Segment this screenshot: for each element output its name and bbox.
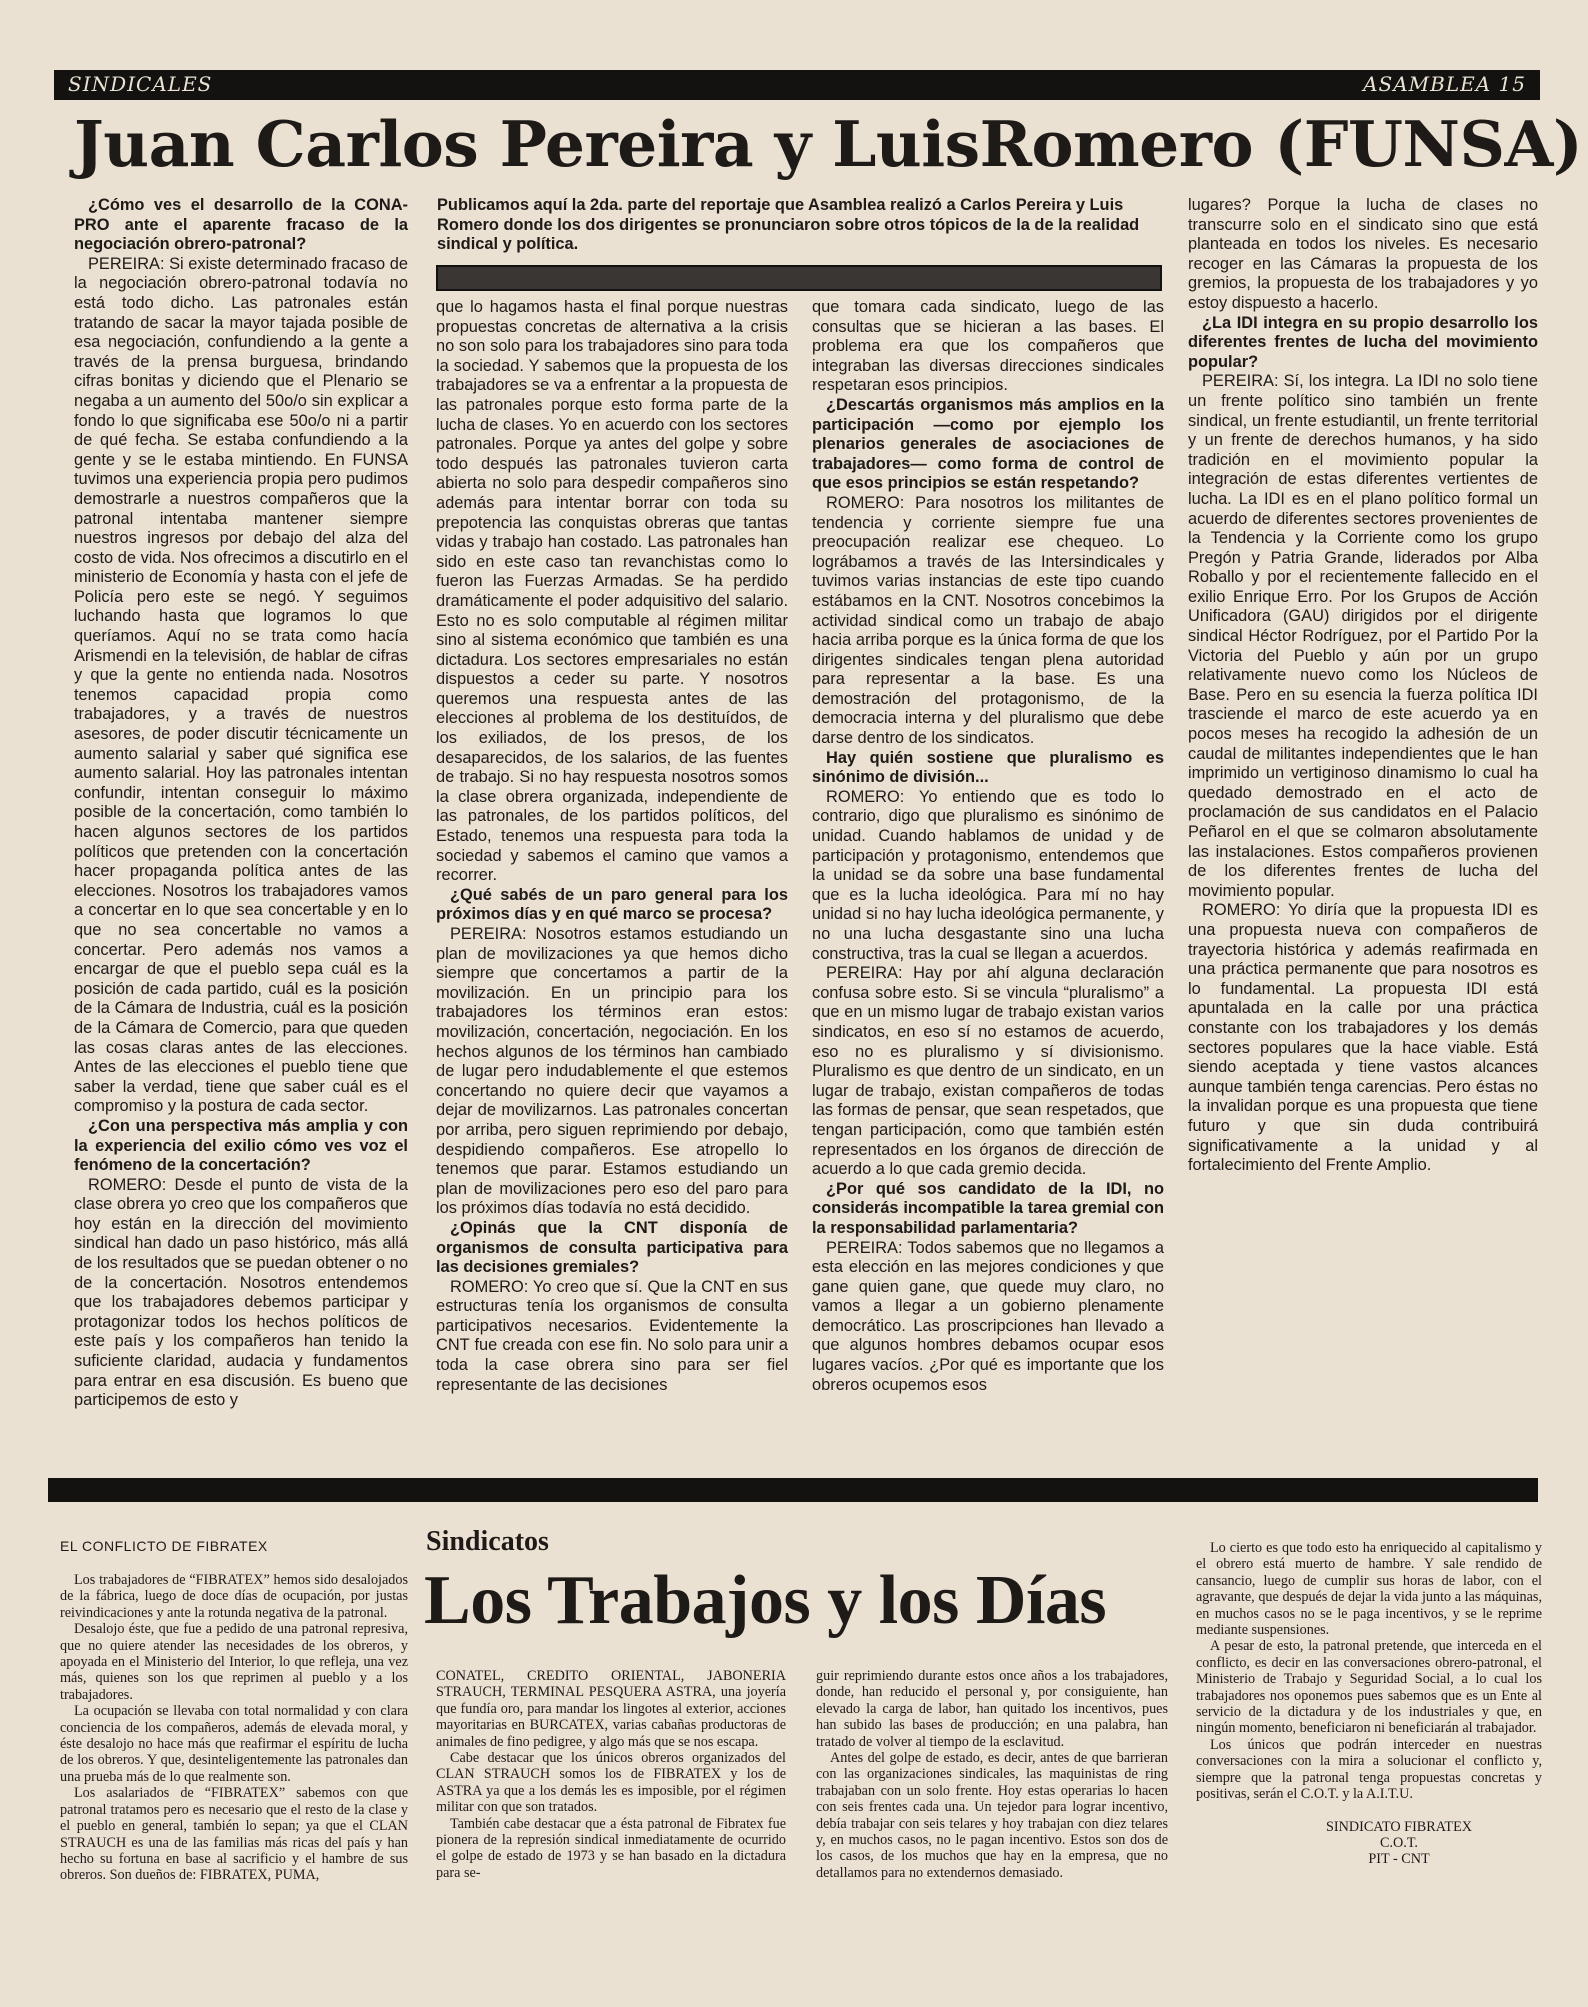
- paragraph: La ocupación se llevaba con total normalidad y con clara conciencia de los compañeros, además de elevada moral, y éste desalojo no hace más que reafirmar el espíritu de lucha de los obreros. Y que, desinteligentemente las patronales dan una prueba más de lo que realmente son.: [60, 1703, 408, 1785]
- section-divider-bar: [48, 1478, 1538, 1502]
- paragraph: Cabe destacar que los únicos obreros organizados del CLAN STRAUCH somos los de FIBRATEX y los de ASTRA ya que a los demás les es imposible, por el régimen militar con que son tratados.: [436, 1750, 786, 1816]
- paragraph: Los trabajadores de “FIBRATEX” hemos sido desalojados de la fábrica, luego de doce días de ocupación, por justas reivindicaciones y ante la rotunda negativa de la patronal.: [60, 1572, 408, 1621]
- article-intro: Publicamos aquí la 2da. parte del reportaje que Asamblea realizó a Carlos Pereira y Luis Romero donde los dos dirigentes se pronunciaron sobre otros tópicos de la de la realidad sindical y política.: [437, 196, 1140, 254]
- signature-block: [1256, 1819, 1542, 1868]
- interview-answer: ROMERO: Yo creo que sí. Que la CNT en sus estructuras tenía los organismos de consulta participativos necesarios. Evidentemente la CNT fue creada con ese fin. No solo para unir a toda la case obrera sino para ser fiel representante de las decisiones: [436, 1277, 788, 1394]
- intro-divider-bar: [436, 265, 1162, 291]
- interview-answer: ROMERO: Yo diría que la propuesta IDI es una propuesta nueva con compañeros de trayectoria histórica y además reafirmada en una práctica permanente que para nosotros es lo fundamental. La propuesta IDI está apuntalada en la calle por una práctica constante con los trabajadores y los demás sectores populares que la hace viable. Está siendo aceptada y tiene vastos alcances aunque también tenga carencias. Pero éstas no la invalidan porque es una propuesta que tiene futuro y que sin duda contribuirá significativamente a la unidad y al fortalecimiento del Frente Amplio.: [1188, 901, 1538, 1175]
- page-label: ASAMBLEA 15: [1363, 72, 1526, 96]
- interview-answer: PEREIRA: Nosotros estamos estudiando un plan de movilizaciones ya que hemos dicho siempre que concertamos a partir de la movilización. En un principio para los trabajadores los términos eran estos: movilización, concertación, negociación. En los hechos algunos de los términos han cambiado de lugar pero indudablemente el que estemos concertando no quiere decir que vayamos a dejar de movilizarnos. Las patronales concertan por arriba, pero siguen reprimiendo por debajo, despidiendo compañeros. Ese atropello lo tenemos que parar. Estamos estudiando un plan de movilizaciones pero eso del paro para los próximos días todavía no está decidido.: [436, 925, 788, 1218]
- interview-question: Hay quién sostiene que pluralismo es sinónimo de división...: [812, 748, 1164, 787]
- interview-question: ¿Por qué sos candidato de la IDI, no considerás incompatible la tarea gremial con la responsabilidad parlamentaria?: [812, 1179, 1164, 1237]
- article-title: Juan Carlos Pereira y LuisRomero (FUNSA): [74, 107, 1583, 181]
- paragraph: Lo cierto es que todo esto ha enriquecido al capitalismo y el obrero está muerto de hambre. Y sale rendido de cansancio, luego de cumplir sus horas de labor, con el agravante, que después de dejar la vida junto a las máquinas, en muchos casos no se le paga incentivos, y se le reprime mediante suspensiones.: [1196, 1540, 1542, 1639]
- interview-answer: PEREIRA: Hay por ahí alguna declaración confusa sobre esto. Si se vincula “pluralismo” a que en un mismo lugar de trabajo existan varios sindicatos, en eso sí no estamos de acuerdo, eso no es pluralismo y sí divisionismo. Pluralismo es que dentro de un sindicato, en un lugar de trabajo, existan compañeros de todas las formas de pensar, que sean respetados, que tengan participación, como que también estén representados en los órganos de dirección de acuerdo a lo que cada gremio decida.: [812, 964, 1164, 1179]
- paragraph: Desalojo éste, que fue a pedido de una patronal represiva, que no quiere atender las necesidades de los obreros, y apoyada en el Ministerio del Interior, lo que refleja, una vez más, quienes son los que reprimen al pueblo y a los trabajadores.: [60, 1621, 408, 1703]
- column-2: [436, 298, 788, 1395]
- paragraph: Antes del golpe de estado, es decir, antes de que barrieran con las organizaciones sindicales, las maquinistas de ring trabajaban con un solo frente. Hoy estas operarias lo hacen con seis frentes cada una. Un tejedor para lograr incentivo, debía trabajar con seis telares y hoy trabajan con diez telares y, en muchos casos, no le pagan incentivo. Estos son dos de los casos, de los muchos que hay en la empresa, que no detallamos para no extendernos demasiado.: [816, 1750, 1168, 1881]
- fibratex-heading: EL CONFLICTO DE FIBRATEX: [60, 1538, 268, 1554]
- paragraph: Los únicos que podrán interceder en nuestras conversaciones con la mira a solucionar el conflicto y, siempre que la patronal tenga propuestas concretas y positivas, serán el C.O.T. y la A.I.T.U.: [1196, 1736, 1542, 1803]
- paragraph: Los asalariados de “FIBRATEX” sabemos con que patronal tratamos pero es necesario que el resto de la clase y el pueblo en general, también lo sepan; ya que el CLAN STRAUCH es una de las familias más ricas del país y han hecho su fortuna en base al sacrificio y el hambre de sus obreros. Son dueños de: FIBRATEX, PUMA,: [60, 1785, 408, 1884]
- interview-answer: PEREIRA: Todos sabemos que no llegamos a esta elección en las mejores condiciones y que gane quien gane, que quede muy claro, no vamos a llegar a un gobierno plenamente democrático. Las proscripciones han llevado a que algunos hombres debamos ocupar esos lugares vacíos. ¿Por qué es importante que los obreros ocupemos esos: [812, 1238, 1164, 1394]
- interview-answer: lugares? Porque la lucha de clases no transcurre solo en el sindicato sino que está planteada en todos los niveles. Es necesario recoger en las Cámaras la propuesta de los gremios, la propuesta de los trabajadores y yo estoy dispuesto a hacerlo.: [1188, 196, 1538, 312]
- paragraph: También cabe destacar que a ésta patronal de Fibratex fue pionera de la represión sindical inmediatamente de ocurrido el golpe de estado de 1973 y se han basado en la dictadura para se-: [436, 1815, 786, 1881]
- interview-question: ¿Con una perspectiva más amplia y con la experiencia del exilio cómo ves voz el fenómeno de la concertación?: [74, 1116, 408, 1175]
- interview-answer: ROMERO: Para nosotros los militantes de tendencia y corriente siempre fue una preocupación realizar ese chequeo. Lo lográbamos a través de las Intersindicales y tuvimos varias instancias de este tipo cuando estábamos en la CNT. Nosotros concebimos la actividad sindical como un trabajo de abajo hacia arriba porque es la única forma de que los dirigentes sindicales tengan plena autoridad para representar a la base. Es una demostración del protagonismo, de la democracia interna y del pluralismo que debe darse dentro de los sindicatos.: [812, 493, 1164, 748]
- fibratex-mid-column-1: [436, 1668, 786, 1881]
- interview-answer: que lo hagamos hasta el final porque nuestras propuestas concretas de alternativa a la crisis no son solo para los trabajadores sino para toda la sociedad. Y sabemos que la propuesta de los trabajadores se va a enfrentar a la propuesta de las patronales porque esto forma parte de la lucha de clases. Yo en acuerdo con los sectores patronales. Porque ya antes del golpe y sobre todo después las patronales tuvieron carta abierta no solo para despedir compañeros sino además para intentar borrar con toda su prepotencia las conquistas obreras que tantas vidas y trabajo han costado. Las patronales han sido en este caso tan revanchistas como lo fueron las Fuerzas Armadas. Se ha perdido dramáticamente el poder adquisitivo del salario. Esto no es solo computable al régimen militar sino al sistema económico que también es una dictadura. Los sectores empresariales no están dispuestos a ceder su parte. Y nosotros queremos una respuesta antes de las elecciones al problema de los destituídos, de los exiliados, de los presos, de los desaparecidos, de los salarios, de las fuentes de trabajo. Si no hay respuesta nosotros somos la clase obrera organizada, independiente de las patronales, de los partidos políticos, del Estado, tenemos una respuesta para toda la sociedad y sabemos el camino que vamos a recorrer.: [436, 298, 788, 885]
- top-header-bar: [54, 70, 1540, 100]
- fibratex-right-column: [1196, 1540, 1542, 1868]
- interview-answer: PEREIRA: Si existe determinado fracaso de la negociación obrero-patronal todavía no está todo dicho. Las patronales están tratando de sacar la mayor tajada posible de esa negociación, confundiendo a la gente a través de la prensa burguesa, brindando cifras bonitas y diciendo que el Plenario se negaba a un aumento del 50o/o sin explicar a fondo lo que significaba ese 50o/o ni a partir de qué fecha. Se estaba confundiendo a la gente y se le estaba mintiendo. En FUNSA tuvimos una experiencia propia pero pudimos demostrarle a nuestros compañeros que la patronal intentaba mantener siempre nuestros ingresos por debajo del alza del costo de vida. Nos ofrecimos a discutirlo en el ministerio de Economía y hasta con el jefe de Policía pero este se negó. Y seguimos luchando hasta que logramos lo que queríamos. Aquí no se trata como hacía Arismendi en la televisión, de hablar de cifras y que la gente no entienda nada. Nosotros tenemos capacidad propia como trabajadores, y a través de nuestros asesores, de poder discutir técnicamente un aumento salarial y saber qué significa ese aumento salarial. Hoy las patronales intentan confundir, intentan conseguir lo máximo posible de la concertación, como también lo hacen algunos sectores de los partidos políticos que pretenden con la concertación hacer propaganda política antes de las elecciones. Nosotros los trabajadores vamos a concertar en lo que sea concertable y en lo que no sea concertable no vamos a concertar. Pero además nos vamos a encargar de que el pueblo sepa cuál es la posición de cada partido, cuál es la posición de la Cámara de Industria, cuál es la posición de la Cámara de Comercio, para que queden las cosas claras antes de las elecciones. Antes de las elecciones el pueblo tiene que saber la verdad, tiene que saber cuál es el compromiso y la postura de cada sector.: [74, 254, 408, 1116]
- paragraph: CONATEL, CREDITO ORIENTAL, JABONERIA STRAUCH, TERMINAL PESQUERA ASTRA, una joyería que fundía oro, para mandar los lingotes al exterior, acciones mayoritarias en BURCATEX, varias cabañas productoras de animales de fino pedigree, y algo más que se nos escapa.: [436, 1668, 786, 1750]
- column-1: [74, 196, 408, 1411]
- column-3: [812, 298, 1164, 1395]
- interview-question: ¿Descartás organismos más amplios en la participación —como por ejemplo los plenarios generales de asociaciones de trabajadores— como forma de control de que esos principios se están respetando?: [812, 395, 1164, 493]
- interview-answer: que tomara cada sindicato, luego de las consultas que se hicieran a las bases. El problema era que los compañeros que integraban las diversas direcciones sindicales respetaran esos principios.: [812, 298, 1164, 395]
- section-label: SINDICALES: [68, 72, 213, 96]
- signature-line: SINDICATO FIBRATEX: [1326, 1818, 1472, 1835]
- interview-question: ¿Opinás que la CNT disponía de organismos de consulta participativa para las decisiones gremiales?: [436, 1218, 788, 1277]
- interview-answer: ROMERO: Yo entiendo que es todo lo contrario, digo que pluralismo es sinónimo de unidad. Cuando hablamos de unidad y de participación y protagonismo, entendemos que la unidad se da sobre una base fundamental que es la lucha ideológica. Para mí no hay unidad si no hay lucha ideológica permanente, y no una lucha desgastante sino una lucha constructiva, tras la cual se llegan a acuerdos.: [812, 787, 1164, 963]
- interview-question: ¿Qué sabés de un paro general para los próximos días y en qué marco se procesa?: [436, 885, 788, 924]
- fibratex-mid-column-2: [816, 1668, 1168, 1881]
- signature-line: C.O.T.: [1380, 1834, 1418, 1851]
- interview-answer: PEREIRA: Sí, los integra. La IDI no solo tiene un frente político sino también un frente sindical, un frente estudiantil, un frente territorial y un frente de derechos humanos, y ha sido tradición en el movimiento popular la integración de estas diferentes vertientes de lucha. La IDI es en el plano político formal un acuerdo de diferentes sectores provenientes de la Tendencia y la Corriente como los grupo Pregón y Patria Grande, liderados por Alba Roballo y por el recientemente fallecido en el exilio Enrique Erro. Por los Grupos de Acción Unificadora (GAU) dirigidos por el dirigente sindical Héctor Rodríguez, por el Partido Por la Victoria del Pueblo y aún por un grupo relativamente nuevo como los Núcleos de Base. Pero en su esencia la fuerza política IDI trasciende el marco de este acuerdo ya en pocos meses ha recogido la adhesión de un caudal de militantes independientes que le han imprimido un vertiginoso dinamismo lo cual ha quedado demostrado en el acto de proclamación de sus candidatos en el Palacio Peñarol en el que se colmaron absolutamente las instalaciones. Estos compañeros provienen de los diferentes frentes de lucha del movimiento popular.: [1188, 372, 1538, 900]
- fibratex-left-column: [60, 1572, 408, 1884]
- paragraph: A pesar de esto, la patronal pretende, que interceda en el conflicto, es decir en las conversaciones obrero-patronal, el Ministerio de Trabajo y Seguridad Social, a lo cual los trabajadores nos oponemos pues sabemos que es un Ente al servicio de la dictadura y de los industriales y que, en ningún momento, beneficiaron ni beneficiarán al trabajador.: [1196, 1638, 1542, 1737]
- bottom-headline: Los Trabajos y los Días: [424, 1562, 1107, 1639]
- column-4: [1188, 196, 1538, 1176]
- interview-question: ¿Cómo ves el desarrollo de la CONA-PRO ante el aparente fracaso de la negociación obrero-patronal?: [74, 196, 408, 254]
- interview-question: ¿La IDI integra en su propio desarrollo los diferentes frentes de lucha del movimiento popular?: [1188, 313, 1538, 371]
- signature-line: PIT - CNT: [1368, 1851, 1430, 1868]
- sindicatos-label: Sindicatos: [426, 1526, 549, 1557]
- paragraph: guir reprimiendo durante estos once años a los trabajadores, donde, han reducido el personal y, por consiguiente, han elevado la carga de labor, han quitado los incentivos, pues han subido las bases de producción; en una palabra, han tratado de volver al tiempo de la esclavitud.: [816, 1668, 1168, 1750]
- interview-answer: ROMERO: Desde el punto de vista de la clase obrera yo creo que los compañeros que hoy están en la dirección del movimiento sindical han dado un paso histórico, más allá de los resultados que se puedan obtener o no de la concertación. Nosotros entendemos que los trabajadores debemos participar y protagonizar todos los hechos políticos de este país y los compañeros han tenido la suficiente claridad, audacia y fundamentos para entrar en esa discusión. Es bueno que participemos de esto y: [74, 1175, 408, 1410]
